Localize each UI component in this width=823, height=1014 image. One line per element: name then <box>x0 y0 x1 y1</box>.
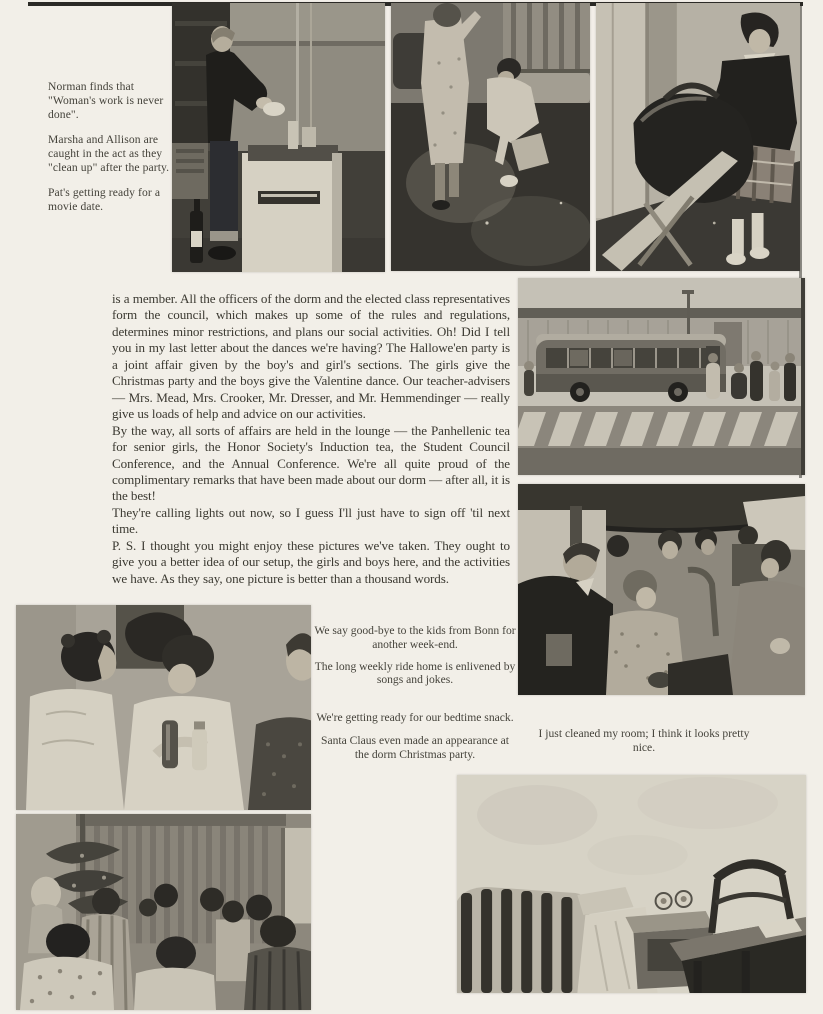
caption-clean-up: Marsha and Allison are caught in the act as they "clean up" after the party. <box>48 133 170 174</box>
photo-clean-up <box>391 3 590 271</box>
letter-paragraph: P. S. I thought you might enjoy these pictures we've taken. They ought to give you a better idea of our setup, the girls and boys here, and the activities we have. As they say, one picture is better than a thousand words. <box>112 537 510 586</box>
letter-paragraph: By the way, all sorts of affairs are held in the lounge — the Panhellenic tea for senior girls, the Honor Society's Induction tea, the Student Council Conference, and the Annual Conference. We're all quite proud of the complimentary remarks that have been made about our dorm — after all, it is the best! <box>112 422 510 504</box>
letter-paragraph: is a member. All the officers of the dorm and the elected class representatives form the council, which makes up some of the rules and regulations, determines minor restrictions, and plans our social activities. Oh! Did I tell you in my last letter about the dances we're having? The Hallowe'en party is a joint affair given by the boy's and girl's sections. The girls give the Christmas party and the boys give the Valentine dance. Our teacher-advisers — Mrs. Mead, Mrs. Crooker, Mr. Dresser, and Mr. Hemmendinger — really give us loads of help and advice on our activities. <box>112 291 510 422</box>
caption-bedtime-snack: We're getting ready for our bedtime snack. <box>316 711 514 725</box>
caption-bus-ride: The long weekly ride home is enlivened by songs and jokes. <box>314 659 516 687</box>
caption-santa-claus: Santa Claus even made an appearance at the dorm Christmas party. <box>321 733 509 761</box>
caption-bonn-goodbye: We say good-bye to the kids from Bonn for another week-end. <box>314 624 516 651</box>
caption-norman: Norman finds that "Woman's work is never done". <box>48 80 164 121</box>
caption-clean-room <box>532 727 756 755</box>
caption-clean-room-text: I just cleaned my room; I think it looks pretty nice. <box>538 727 750 754</box>
photo-captions-middle <box>313 624 517 762</box>
letter-paragraph: They're calling lights out now, so I guess I'll just have to sign off 'til next time. <box>112 504 510 537</box>
photo-bus-ride <box>518 484 805 695</box>
photo-pat-packing <box>596 3 800 271</box>
photo-christmas-party <box>16 814 311 1010</box>
photo-bedtime-snack <box>16 605 311 810</box>
caption-pat: Pat's getting ready for a movie date. <box>48 186 161 213</box>
photo-norman-washing <box>172 3 385 272</box>
letter-body <box>112 291 510 587</box>
photo-bus-stop <box>518 278 805 475</box>
photo-clean-room <box>457 775 806 993</box>
photo-captions-left <box>48 80 176 225</box>
